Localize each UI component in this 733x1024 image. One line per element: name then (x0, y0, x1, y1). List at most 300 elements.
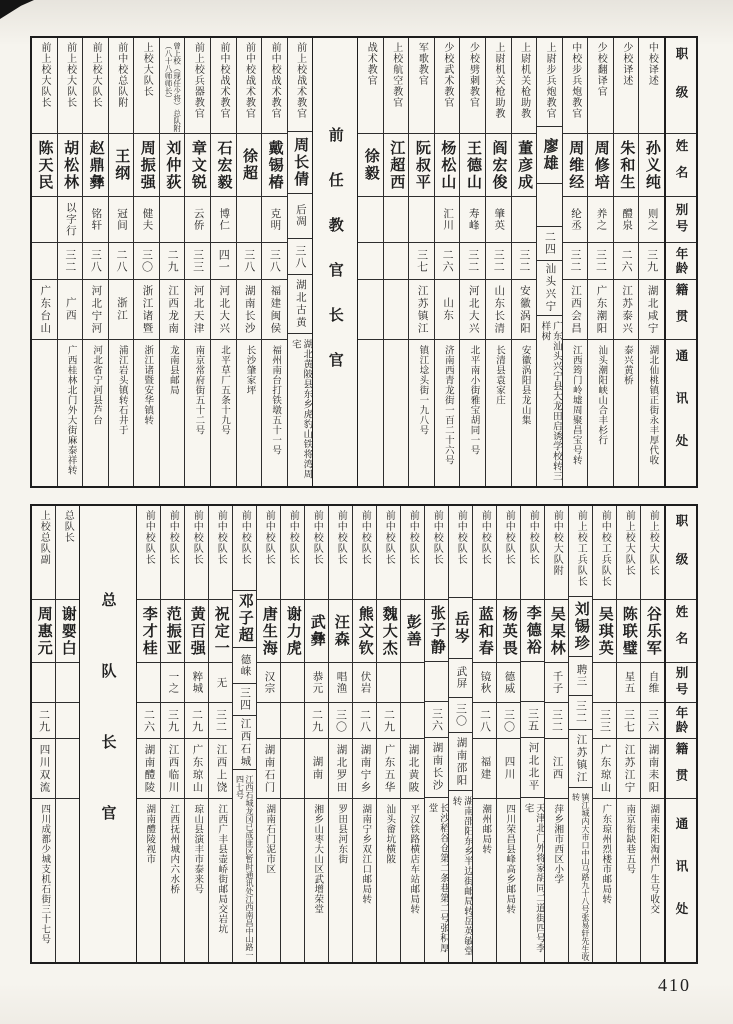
officer-column (287, 38, 313, 486)
name-cell (473, 600, 496, 663)
contact-cell (83, 340, 108, 486)
rank-cell-text: 前中校队长 (239, 510, 251, 565)
officer-column (613, 38, 639, 486)
age-cell (281, 703, 304, 739)
name-cell (233, 591, 256, 648)
name-cell-text: 汪森 (332, 614, 349, 648)
name-cell-text: 张子静 (428, 604, 445, 656)
rank-cell (497, 506, 520, 600)
alias-cell (409, 197, 434, 243)
alias-cell (32, 197, 57, 243)
rank-cell-text: 前中校队长 (455, 510, 467, 565)
rank-cell (32, 506, 55, 600)
native-place-cell (409, 280, 434, 340)
officer-column (261, 38, 287, 486)
alias-cell (460, 197, 485, 243)
alias-cell-text: 健夫 (141, 208, 153, 231)
officer-column (136, 506, 160, 962)
header-label: 姓名 (674, 604, 688, 658)
header-cell (666, 280, 696, 340)
name-cell (614, 134, 639, 197)
alias-cell (614, 197, 639, 243)
native-place-cell (537, 261, 562, 316)
name-cell-text: 周维经 (567, 139, 584, 191)
alias-cell-text: 纶丞 (569, 208, 581, 231)
rank-cell (262, 38, 287, 134)
name-cell-text: 祝定一 (212, 605, 229, 657)
officer-column (32, 506, 55, 962)
rank-cell (160, 38, 185, 134)
age-cell-text: 三四 (238, 687, 251, 712)
age-cell-text: 三二 (214, 708, 227, 733)
native-place-cell-text: 湖北罗田 (335, 743, 347, 794)
officer-column (232, 506, 256, 962)
age-cell (83, 243, 108, 280)
contact-cell-text: 广东汕头兴宁县大龙田启诱学校转三样树 (539, 320, 561, 481)
contact-cell (425, 798, 448, 962)
header-label: 通讯处 (673, 349, 688, 477)
age-cell (521, 702, 544, 738)
age-cell (409, 243, 434, 280)
native-place-cell (160, 280, 185, 340)
contact-cell-text: 汕头畲坑横陂 (384, 804, 395, 864)
native-place-cell-text: 湖南石门 (263, 743, 275, 794)
page-number: 410 (658, 975, 691, 995)
officer-column (133, 38, 159, 486)
contact-cell-text: 广东琼州烈楼市邮局转 (600, 804, 611, 904)
native-place-cell-text: 湖北古黄 (294, 279, 306, 330)
contact-cell (329, 799, 352, 962)
rank-cell (435, 38, 460, 134)
officer-column (408, 38, 434, 486)
alias-cell (521, 662, 544, 702)
rank-cell-text: 前上校大队长 (623, 510, 635, 576)
rank-cell (353, 506, 376, 600)
native-place-cell-text: 山东长清 (493, 284, 505, 335)
native-place-cell-text: 福建 (479, 756, 491, 781)
contact-cell-text: 湖北仙桃镇正街永丰厚代收 (647, 345, 658, 465)
rank-cell (425, 506, 448, 600)
alias-cell-text: 德崃 (239, 653, 251, 677)
rank-cell (109, 38, 134, 134)
name-cell (435, 134, 460, 197)
alias-cell (569, 657, 592, 695)
rank-cell-text: 上尉机关枪助教 (493, 42, 505, 119)
officer-column (352, 506, 376, 962)
native-place-cell (449, 733, 472, 791)
rank-cell-text: 上尉步兵炮教官 (544, 42, 556, 119)
contact-cell (512, 340, 537, 486)
alias-cell (109, 197, 134, 243)
native-place-cell-text: 湖南耒阳 (647, 743, 659, 794)
native-place-cell (288, 275, 313, 334)
native-place-cell-text: 江苏镇江 (575, 733, 587, 784)
name-cell-text: 王纲 (113, 148, 130, 182)
alias-cell-text: 肇英 (493, 208, 505, 231)
native-place-cell-text: 广东五华 (383, 743, 395, 794)
contact-cell (486, 340, 511, 486)
rank-cell-text: 上校大队长 (141, 42, 153, 97)
rank-cell-text: 前上校大队长 (64, 42, 76, 108)
alias-cell-text: 一之 (167, 671, 179, 694)
header-cell (666, 340, 696, 486)
name-cell (486, 134, 511, 197)
rank-cell-text: 军歌教官 (416, 42, 428, 86)
name-cell-text: 赵鼎彝 (87, 139, 104, 191)
native-place-cell (473, 739, 496, 799)
native-place-cell (109, 280, 134, 340)
native-place-cell-text: 广东琼山 (191, 743, 203, 794)
rank-cell-text: 前中校队长 (527, 510, 539, 565)
native-place-cell (425, 738, 448, 798)
rank-cell-text: 上校航空教官 (390, 42, 402, 108)
alias-cell (262, 197, 287, 243)
name-cell-text: 邓子超 (236, 593, 253, 645)
name-cell (161, 600, 184, 663)
name-cell (56, 600, 79, 663)
alias-cell (161, 663, 184, 703)
rank-cell (460, 38, 485, 134)
alias-cell-text: 德威 (503, 671, 515, 694)
native-place-cell (460, 280, 485, 340)
officer-column (592, 506, 616, 962)
contact-cell-text: 琼山县演丰市泰来号 (192, 804, 203, 894)
alias-cell (563, 197, 588, 243)
name-cell (593, 600, 616, 663)
native-place-cell-text: 江西 (551, 756, 563, 781)
age-cell-text: 三二 (517, 249, 530, 273)
officer-column (638, 38, 664, 486)
officer-column (376, 506, 400, 962)
rank-cell-text: 前上校大队长 (90, 42, 102, 108)
age-cell (614, 243, 639, 280)
header-label: 年龄 (674, 706, 688, 735)
native-place-cell-text: 湖南醴陵 (143, 743, 155, 794)
rank-cell (58, 38, 83, 134)
contact-cell-text: 汕头潮阳峡山合丰杉行 (596, 345, 607, 445)
rank-cell (288, 38, 313, 132)
name-cell (537, 127, 562, 185)
age-cell (353, 703, 376, 739)
native-place-cell-text: 安徽涡阳 (518, 284, 530, 335)
native-place-cell (563, 280, 588, 340)
rank-cell (563, 38, 588, 134)
rank-cell (281, 506, 304, 600)
age-cell (32, 703, 55, 739)
alias-cell (449, 659, 472, 698)
alias-cell-text: 汇川 (442, 208, 454, 231)
name-cell (185, 134, 210, 197)
header-label: 籍贯 (673, 283, 688, 336)
scan-artifact-corner (0, 0, 34, 19)
age-cell (288, 239, 313, 275)
native-place-cell-text: 汕头兴宁 (544, 262, 556, 313)
officer-column (57, 38, 83, 486)
name-cell-text: 彭善 (404, 614, 421, 648)
age-cell-text: 二九 (166, 249, 179, 273)
age-cell-text: 三八 (293, 244, 306, 269)
rank-cell-text: 前上校兵器教官 (192, 42, 204, 119)
contact-cell (545, 799, 568, 962)
contact-cell (281, 799, 304, 962)
alias-cell (281, 663, 304, 703)
age-cell-text: 三〇 (334, 708, 347, 733)
age-cell (58, 243, 83, 280)
rank-cell (237, 38, 262, 134)
native-place-cell (614, 280, 639, 340)
rank-cell (32, 38, 57, 134)
contact-cell-text: 长沙稻谷仓第二条巷第二号张积厚堂 (426, 802, 448, 953)
rank-cell (401, 506, 424, 600)
rank-cell-text: 前中校队长 (215, 510, 227, 565)
age-cell-text: 三七 (622, 708, 635, 733)
rank-cell (521, 506, 544, 600)
native-place-cell-text: 湖南 (311, 756, 323, 781)
officer-column (184, 38, 210, 486)
age-cell-text: 三七 (415, 249, 428, 273)
age-cell (401, 703, 424, 739)
native-place-cell (593, 739, 616, 799)
contact-cell-text: 天津北门外将家胡同二道街四号李宅 (522, 802, 544, 953)
age-cell-text: 二九 (382, 708, 395, 733)
contact-cell-text: 南京衔缺巷五号 (624, 804, 635, 874)
rank-cell (257, 506, 280, 600)
contact-cell-text: 泰兴黄桥 (621, 345, 632, 385)
rank-cell (185, 506, 208, 600)
native-place-cell-text: 福建闽侯 (269, 284, 281, 335)
name-cell-text: 武彝 (308, 614, 325, 648)
contact-cell (569, 788, 592, 962)
name-cell (384, 134, 409, 197)
rank-cell-text: 前上校大队长 (647, 510, 659, 576)
header-label: 别号 (673, 203, 688, 236)
age-cell (639, 243, 664, 280)
officer-column (459, 38, 485, 486)
name-cell (109, 134, 134, 197)
native-place-cell-text: 广东台山 (39, 284, 51, 335)
rank-cell (569, 506, 592, 597)
age-cell (329, 703, 352, 739)
native-place-cell (56, 739, 79, 799)
officer-column (616, 506, 640, 962)
age-cell-text: 二八 (478, 708, 491, 733)
age-cell-text: 三二 (574, 700, 587, 725)
contact-cell-text: 安徽涡阳县龙山集 (519, 345, 530, 425)
name-cell-text: 周振强 (138, 139, 155, 191)
alias-cell-text: 冠间 (115, 208, 127, 231)
table-header-column (664, 506, 696, 962)
table-header-column (664, 38, 696, 486)
age-cell (377, 703, 400, 739)
header-cell (666, 663, 696, 703)
alias-cell (641, 663, 664, 703)
name-cell (353, 600, 376, 663)
alias-cell (588, 197, 613, 243)
native-place-cell (32, 739, 55, 799)
officer-column (236, 38, 262, 486)
rank-cell-text: 中校步兵炮教官 (569, 42, 581, 119)
native-place-cell (497, 739, 520, 799)
contact-cell-text: 湖南邵阳东乡半边街邮局转岳英敏堂转 (450, 796, 472, 957)
native-place-cell-text: 四川双流 (38, 743, 50, 794)
age-cell-text: 二八 (358, 708, 371, 733)
name-cell-text: 李才桂 (140, 605, 157, 657)
native-place-cell (233, 716, 256, 770)
age-cell (563, 243, 588, 280)
alias-cell (137, 663, 160, 703)
contact-cell (237, 340, 262, 486)
rank-cell-text: 前中校大队附 (551, 510, 563, 576)
officer-column (536, 38, 562, 486)
native-place-cell-text: 河北大兴 (218, 284, 230, 335)
rank-cell (617, 506, 640, 600)
age-cell (161, 703, 184, 739)
officer-column (496, 506, 520, 962)
name-cell (257, 600, 280, 663)
native-place-cell (134, 280, 159, 340)
contact-cell-text: 湖南石门泥市区 (264, 804, 275, 874)
rank-cell-text: 前上校工兵队长 (575, 510, 587, 587)
age-cell (641, 703, 664, 739)
rank-cell (512, 38, 537, 134)
officer-column (587, 38, 613, 486)
age-cell-text: 三三 (598, 708, 611, 733)
age-cell (449, 698, 472, 733)
officer-column (82, 38, 108, 486)
age-cell (617, 703, 640, 739)
alias-cell (384, 197, 409, 243)
rank-cell-text: 总队长 (62, 510, 74, 543)
contact-cell (593, 799, 616, 962)
native-place-cell (545, 739, 568, 799)
age-cell-text: 三二 (550, 708, 563, 733)
age-cell (425, 702, 448, 738)
age-cell (211, 243, 236, 280)
name-cell-text: 蓝和春 (476, 605, 493, 657)
native-place-cell-text: 江西石城 (239, 717, 251, 768)
header-label: 职级 (673, 47, 688, 124)
alias-cell (83, 197, 108, 243)
name-cell-text: 唐生海 (260, 605, 277, 657)
native-place-cell (185, 280, 210, 340)
alias-cell (237, 197, 262, 243)
native-place-cell (377, 739, 400, 799)
alias-cell (257, 663, 280, 703)
native-place-cell (281, 739, 304, 799)
age-cell-text: 三六 (430, 707, 443, 732)
officer-column (562, 38, 588, 486)
rank-cell (305, 506, 328, 600)
officer-column (55, 506, 79, 962)
rank-cell (384, 38, 409, 134)
section-divider-label: 总队长官 (99, 592, 116, 876)
header-label: 通讯处 (674, 816, 688, 945)
alias-cell-text: 唱渔 (335, 671, 347, 694)
name-cell (563, 134, 588, 197)
contact-cell-text: 镇江城内大市口中山马路九十八号张易轩先生收转 (571, 792, 590, 961)
alias-cell-text: 恭元 (311, 671, 323, 694)
native-place-cell (588, 280, 613, 340)
native-place-cell (305, 739, 328, 799)
rank-cell-text: 前中校队长 (479, 510, 491, 565)
native-place-cell-text: 广东琼山 (599, 743, 611, 794)
native-place-cell (353, 739, 376, 799)
contact-cell-text: 罗田县河东街 (336, 804, 347, 864)
alias-cell (435, 197, 460, 243)
age-cell-text: 三八 (268, 249, 281, 273)
native-place-cell (617, 739, 640, 799)
alias-cell (639, 197, 664, 243)
age-cell-text: 二九 (37, 708, 50, 733)
alias-cell-text: 伏岩 (359, 671, 371, 694)
rank-cell (537, 38, 562, 127)
alias-cell-text: 博仁 (218, 208, 230, 231)
contact-cell (377, 799, 400, 962)
native-place-cell-text: 广西 (64, 297, 76, 322)
contact-cell (614, 340, 639, 486)
header-label: 别号 (674, 666, 688, 699)
name-cell-text: 周修培 (592, 139, 609, 191)
contact-cell (460, 340, 485, 486)
name-cell (32, 600, 55, 663)
native-place-cell (211, 280, 236, 340)
name-cell-text: 熊文钦 (356, 605, 373, 657)
header-cell (666, 506, 696, 600)
name-cell (185, 600, 208, 663)
alias-cell-text: 汉宗 (263, 671, 275, 694)
rank-cell-text: 前上校战术教官 (294, 42, 306, 119)
header-cell (666, 134, 696, 197)
name-cell-text: 黄百强 (188, 605, 205, 657)
alias-cell (32, 663, 55, 703)
native-place-cell (257, 739, 280, 799)
age-cell-text: 三八 (89, 249, 102, 273)
rank-cell (161, 506, 184, 600)
officer-column (434, 38, 460, 486)
native-place-cell (137, 739, 160, 799)
contact-cell-text: 广西桂林北门外大街麻泰祥转 (65, 345, 76, 475)
age-cell (537, 227, 562, 261)
header-cell (666, 600, 696, 663)
alias-cell (377, 663, 400, 703)
native-place-cell (161, 739, 184, 799)
age-cell (109, 243, 134, 280)
native-place-cell (569, 730, 592, 788)
name-cell-text: 董彦成 (516, 139, 533, 191)
header-cell (666, 703, 696, 739)
contact-cell (563, 340, 588, 486)
rank-cell-text: 前中校队长 (191, 510, 203, 565)
native-place-cell-text: 河北大兴 (467, 284, 479, 335)
name-cell (134, 134, 159, 197)
contact-cell-text: 浙江诸暨安华镇转 (142, 345, 153, 425)
rank-cell-text: 前中校队长 (311, 510, 323, 565)
officer-column (184, 506, 208, 962)
alias-cell-text: 寿峰 (467, 208, 479, 231)
native-place-cell-text: 江西临川 (167, 743, 179, 794)
contact-cell (588, 340, 613, 486)
contact-cell (384, 340, 409, 486)
alias-cell (56, 663, 79, 703)
name-cell-text: 王德山 (464, 139, 481, 191)
age-cell-text: 二四 (543, 231, 556, 256)
name-cell (160, 134, 185, 197)
alias-cell (160, 197, 185, 243)
rank-cell-text: 战术教官 (365, 42, 377, 86)
contact-cell (185, 340, 210, 486)
contact-cell (401, 799, 424, 962)
native-place-cell (401, 739, 424, 799)
